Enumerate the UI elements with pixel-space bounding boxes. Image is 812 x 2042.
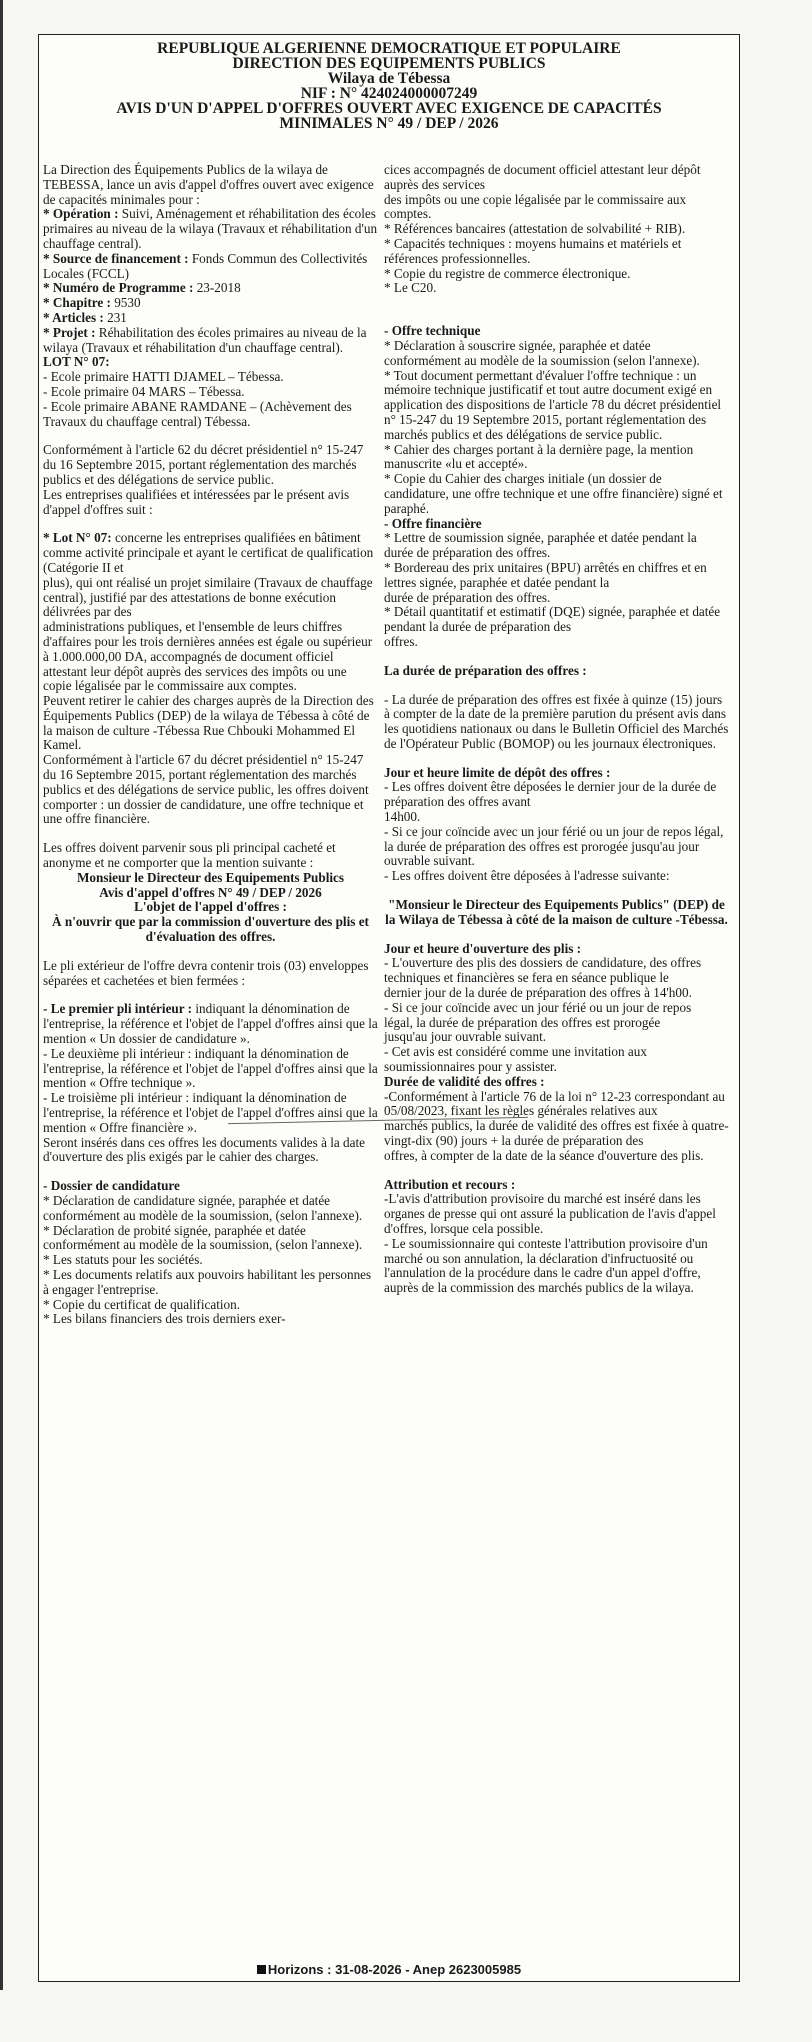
header-line-1: REPUBLIQUE ALGERIENNE DEMOCRATIQUE ET POPULAIRE	[157, 40, 621, 57]
opening-text: - L'ouverture des plis des dossiers de candidature, des offres techniques et financières se fera en séance publique le dernier jour de la durée de préparation des offres à 14'h00. - Si ce jour coïncide avec un jour férié ou un jour de repos légal, la durée de préparation des offres est prorogée jusqu'au jour ouvrable suivant. - Cet avis est considéré comme une invitation aux soumissionnaires pour y assister.	[384, 955, 702, 1075]
footer-text: Horizons : 31-08-2026 - Anep 2623005985	[267, 1962, 522, 1977]
chapter-text: 9530	[110, 295, 141, 311]
attribution-text: -L'avis d'attribution provisoire du marché est inséré dans les organes de presse qui ont assuré la publication de l'avis d'appel d'offres, lorsque cela possible. - Le soumissionnaire qui conteste l'attribution provisoire d'un marché ou son annulation, la déclaration d'infructuosité ou l'annulation de la procédure dans le cadre d'un appel d'offre, auprès de la commission des marchés publics de la wilaya.	[384, 1191, 716, 1296]
program-label: * Numéro de Programme :	[43, 280, 194, 296]
mention-avis: Avis d'appel d'offres N° 49 / DEP / 2026	[99, 884, 322, 900]
lot7-text: concerne les entreprises qualifiées en bâtiment comme activité principale et ayant le certificat de qualification (Catégorie II et plus), qui ont réalisé un projet similaire (Travaux de chauffage central), justifié par des attestations de bonne exécution délivrées par des administrations publiques, et l'ensemble de leurs chiffres d'affaires pour les trois dernières années est égale ou supérieur à 1.000.000,00 DA, accompagnés de document officiel attestant leur dépôt auprès des services des impôts ou une copie légalisée par le commissaire aux comptes. Peuvent retirer le cahier des charges auprès de la Direction des Équipements Publics (DEP) de la wilaya de Tébessa à côté de la maison de culture -Tébessa Rue Chbouki Mohammed El Kamel. Conformément à l'article 67 du décret présidentiel n° 15-247 du 16 Septembre 2015, portant réglementation des marchés publics et des délégations de service public, les offres doivent comporter : un dossier de candidature, une offre technique et une offre financière.	[43, 530, 374, 827]
articles-text: 231	[103, 309, 127, 325]
mention-ouvrir: À n'ouvrir que par la commission d'ouverture des plis et d'évaluation des offres.	[52, 914, 369, 945]
right-column	[384, 163, 729, 1296]
operation-item	[43, 207, 378, 251]
submission-text: Les offres doivent parvenir sous pli principal cacheté et anonyme et ne comporter que la mention suivante :	[43, 840, 336, 871]
notice-frame	[38, 34, 740, 1982]
intro-text: La Direction des Équipements Publics de la wilaya de TEBESSA, lance un avis d'appel d'offres ouvert avec exigence de capacités minimales pour :	[43, 162, 374, 207]
opening-label: Jour et heure d'ouverture des plis :	[384, 940, 582, 956]
notice-header	[39, 41, 739, 131]
header-nif: NIF : N° 424024000007249	[300, 85, 478, 102]
address-text: "Monsieur le Directeur des Equipements Publics" (DEP) de la Wilaya de Tébessa à côté de la maison de culture -Tébessa.	[385, 897, 728, 927]
program-text: 23-2018	[193, 280, 241, 296]
header-title: AVIS D'UN D'APPEL D'OFFRES OUVERT AVEC EXIGENCE DE CAPACITÉS	[116, 100, 662, 117]
financing-label: * Source de financement :	[43, 250, 189, 266]
technical-offer-text: * Déclaration à souscrire signée, paraphée et datée conformément au modèle de la soumission (selon l'annexe). * Tout document permettant d'évaluer l'offre technique : un mémoire technique justificatif et tout autre document exigé en application des dispositions de l'article 78 du décret présidentiel n° 15-247 du 19 Septembre 2015, portant réglementation des marchés publics et des délégations de service public. * Cahier des charges portant à la dernière page, la mention manuscrite «lu et accepté». * Copie du Cahier des charges initiale (un dossier de candidature, une offre technique et une offre financière) signé et paraphé.	[384, 337, 723, 516]
other-envelopes-text: - Le deuxième pli intérieur : indiquant la dénomination de l'entreprise, la référence et l'objet de l'appel d'offres ainsi que la mention « Offre technique ». - Le troisième pli intérieur : indiquant la dénomination de l'entreprise, la référence et l'objet de l'appel d'offres ainsi que la mention « Offre financière ». Seront insérés dans ces offres les documents valides à la date d'ouverture des plis exigés par le cahier des charges.	[43, 1045, 378, 1165]
financial-offer-label: - Offre financière	[384, 515, 482, 531]
project-label: * Projet :	[43, 324, 96, 340]
continuation-text: cices accompagnés de document officiel attestant leur dépôt auprès des services des impôts ou une copie légalisée par le commissaire aux comptes. * Références bancaires (attestation de solvabilité + RIB). * Capacités techniques : moyens humains et matériels et références professionnelles. * Copie du registre de commerce électronique. * Le C20.	[384, 162, 701, 296]
envelope-text: Le pli extérieur de l'offre devra contenir trois (03) enveloppes séparées et cachetées et bien fermées :	[43, 957, 369, 988]
header-line-2: DIRECTION DES EQUIPEMENTS PUBLICS	[232, 55, 546, 72]
operation-label: * Opération :	[43, 206, 119, 222]
square-bullet-icon	[257, 1965, 266, 1974]
footer-line	[39, 1962, 739, 1977]
mention-director: Monsieur le Directeur des Equipements Publics	[76, 869, 345, 885]
project-text: Réhabilitation des écoles primaires au niveau de la wilaya (Travaux et réhabilitation d'un chauffage central).	[43, 324, 367, 355]
deadline-label: Jour et heure limite de dépôt des offres :	[384, 764, 611, 780]
conformity-text-1: Conformément à l'article 62 du décret présidentiel n° 15-247 du 16 Septembre 2015, portant réglementation des marchés publics et des délégations de service public. Les entreprises qualifiées et intéressées par le présent avis d'appel d'offres suit :	[43, 442, 364, 517]
dossier-label: - Dossier de candidature	[43, 1178, 180, 1194]
left-column	[43, 163, 378, 1327]
mention-objet: L'objet de l'appel d'offres :	[134, 899, 287, 915]
articles-label: * Articles :	[43, 309, 104, 325]
first-envelope-label: - Le premier pli intérieur :	[43, 1001, 193, 1017]
lot-label: LOT N° 07:	[43, 354, 110, 370]
duration-label: La durée de préparation des offres :	[384, 662, 587, 678]
lot-items: - Ecole primaire HATTI DJAMEL – Tébessa. - Ecole primaire 04 MARS – Tébessa. - Ecole primaire ABANE RAMDANE – (Achèvement des Travaux du chauffage central) Tébessa.	[43, 369, 352, 429]
financing-item	[43, 252, 378, 282]
financing-text: Fonds Commun des Collectivités Locales (FCCL)	[43, 250, 368, 281]
first-envelope-item	[43, 1002, 378, 1046]
articles-item	[43, 311, 378, 326]
page-edge-rule	[0, 0, 3, 1990]
lot7-label: * Lot N° 07:	[43, 530, 112, 546]
program-item	[43, 281, 378, 296]
operation-text: Suivi, Aménagement et réhabilitation des écoles primaires au niveau de la wilaya (Travaux et réhabilitation d'un chauffage central).	[43, 206, 378, 251]
attribution-label: Attribution et recours :	[384, 1176, 516, 1192]
validity-text: -Conformément à l'article 76 de la loi n° 12-23 correspondant au 05/08/2023, fixant les règles générales relatives aux marchés publics, la durée de validité des offres est fixée à quatre-vingt-dix (90) jours + la durée de préparation des offres, à compter de la date de la séance d'ouverture des plis.	[384, 1088, 729, 1163]
chapter-label: * Chapitre :	[43, 295, 111, 311]
duration-text: - La durée de préparation des offres est fixée à quinze (15) jours à compter de la date de la première parution du présent avis dans les quotidiens nationaux ou dans le Bulletin Officiel des Marchés de l'Opérateur Public (BOMOP) ou les journaux électroniques.	[384, 691, 729, 751]
deadline-text: - Les offres doivent être déposées le dernier jour de la durée de préparation des offres avant 14h00. - Si ce jour coïncide avec un jour férié ou un jour de repos légal, la durée de préparation des offres est prorogée jusqu'au jour ouvrable suivant. - Les offres doivent être déposées à l'adresse suivante:	[384, 779, 724, 884]
first-envelope-text: indiquant la dénomination de l'entreprise, la référence et l'objet de l'appel d'offres ainsi que la mention « Un dossier de candidature ».	[43, 1001, 378, 1047]
lot7-item	[43, 531, 378, 827]
dossier-text: * Déclaration de candidature signée, paraphée et datée conformément au modèle de la soumission, (selon l'annexe). * Déclaration de probité signée, paraphée et datée conformément au modèle de la soumission, (selon l'annexe). * Les statuts pour les sociétés. * Les documents relatifs aux pouvoirs habilitant les personnes à engager l'entreprise. * Copie du certificat de qualification. * Les bilans financiers des trois derniers exer-	[43, 1193, 372, 1327]
project-item	[43, 326, 378, 356]
header-line-3: Wilaya de Tébessa	[327, 70, 451, 87]
header-title-2: MINIMALES N° 49 / DEP / 2026	[279, 115, 499, 132]
financial-offer-text: * Lettre de soumission signée, paraphée et datée pendant la durée de préparation des offres. * Bordereau des prix unitaires (BPU) arrêtés en chiffres et en lettres signée, paraphée et datée pendant la durée de préparation des offres. * Détail quantitatif et estimatif (DQE) signée, paraphée et datée pendant la durée de préparation des offres.	[384, 530, 721, 649]
validity-label: Durée de validité des offres :	[384, 1073, 545, 1089]
chapter-item	[43, 296, 378, 311]
technical-offer-label: - Offre technique	[384, 323, 481, 339]
